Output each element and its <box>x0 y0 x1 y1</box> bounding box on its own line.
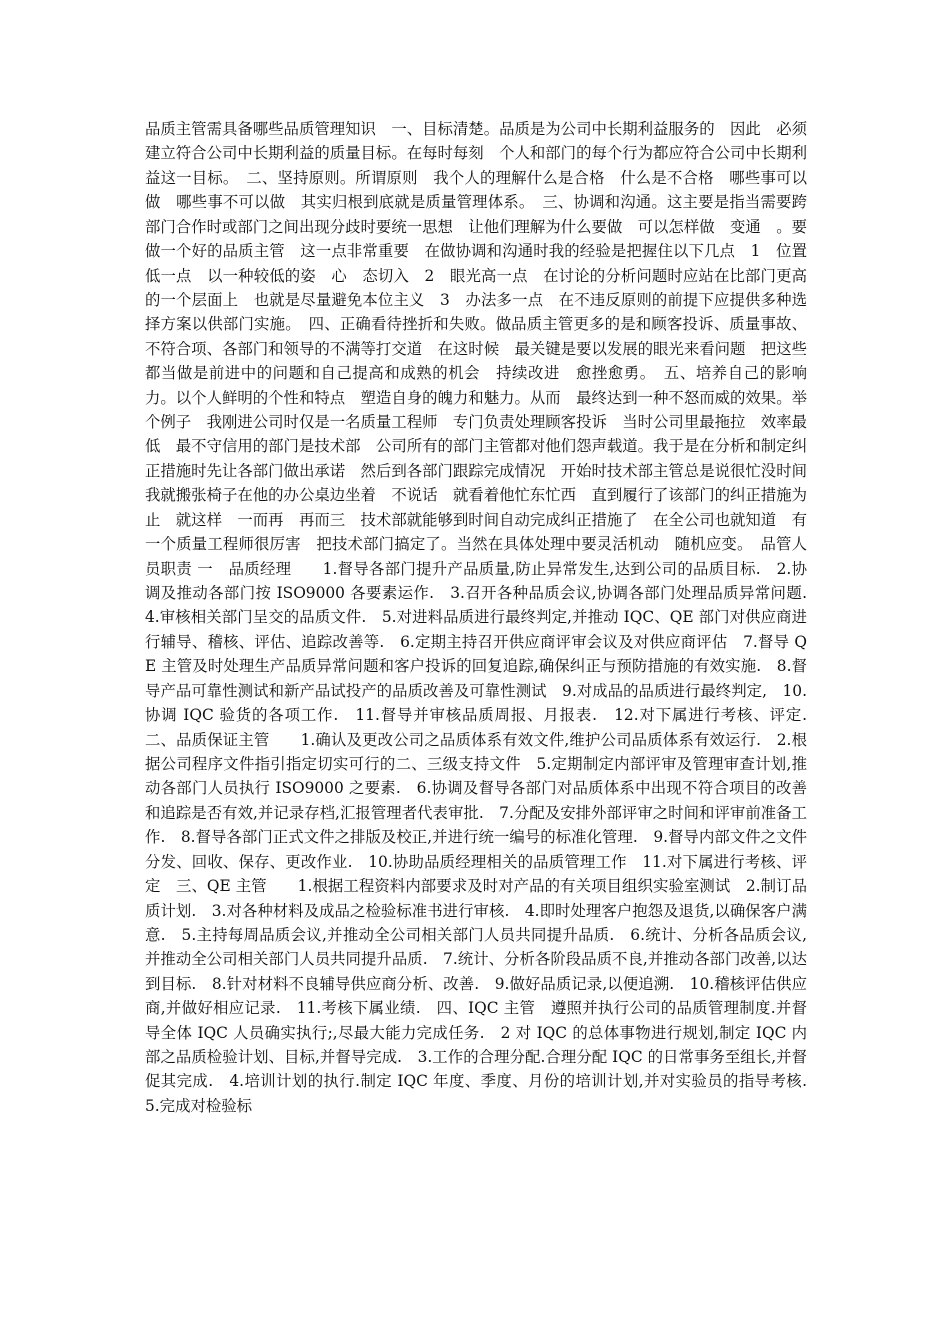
document-body-text: 品质主管需具备哪些品质管理知识 一、目标清楚。品质是为公司中长期利益服务的 因此 必须建立符合公司中长期利益的质量目标。在每时每刻 个人和部门的每个行为都应符合公司中长期利益这一目标。 二、坚持原则。所谓原则 我个人的理解什么是合格 什么是不合格 哪些事可以做 哪些事不可以做 其实归根到底就是质量管理体系。 三、协调和沟通。这主要是指当需要跨部门合作时或部门之间出现分歧时要统一思想 让他们理解为什么要做 可以怎样做 变通 。要做一个好的品质主管 这一点非常重要 在做协调和沟通时我的经验是把握住以下几点 1 位置低一点 以一种较低的姿 心 态切入 2 眼光高一点 在讨论的分析问题时应站在比部门更高的一个层面上 也就是尽量避免本位主义 3 办法多一点 在不违反原则的前提下应提供多种选择方案以供部门实施。 四、正确看待挫折和失败。做品质主管更多的是和顾客投诉、质量事故、不符合项、各部门和领导的不满等打交道 在这时候 最关键是要以发展的眼光来看问题 把这些都当做是前进中的问题和自己提高和成熟的机会 持续改进 愈挫愈勇。 五、培养自己的影响力。以个人鲜明的个性和特点 塑造自身的魄力和魅力。从而 最终达到一种不怒而威的效果。举个例子 我刚进公司时仅是一名质量工程师 专门负责处理顾客投诉 当时公司里最拖拉 效率最低 最不守信用的部门是技术部 公司所有的部门主管都对他们怨声载道。我于是在分析和制定纠正措施时先让各部门做出承诺 然后到各部门跟踪完成情况 开始时技术部主管总是说很忙没时间 我就搬张椅子在他的办公桌边坐着 不说话 就看着他忙东忙西 直到履行了该部门的纠正措施为止 就这样 一而再 再而三 技术部就能够到时间自动完成纠正措施了 在全公司也就知道 有一个质量工程师很厉害 把技术部门搞定了。当然在具体处理中要灵活机动 随机应变。 品管人员职责 一 品质经理 1.督导各部门提升产品质量,防止异常发生,达到公司的品质目标. 2.协调及推动各部门按 ISO9000 各要素运作. 3.召开各种品质会议,协调各部门处理品质异常问题. 4.审核相关部门呈交的品质文件. 5.对进料品质进行最终判定,并推动 IQC、QE 部门对供应商进行辅导、稽核、评估、追踪改善等. 6.定期主持召开供应商评审会议及对供应商评估 7.督导 QE 主管及时处理生产品质异常问题和客户投诉的回复追踪,确保纠正与预防措施的有效实施. 8.督导产品可靠性测试和新产品试投产的品质改善及可靠性测试 9.对成品的品质进行最终判定, 10.协调 IQC 验货的各项工作. 11.督导并审核品质周报、月报表. 12.对下属进行考核、评定. 二、品质保证主管 1.确认及更改公司之品质体系有效文件,维护公司品质体系有效运行. 2.根据公司程序文件指引指定切实可行的二、三级支持文件 5.定期制定内部评审及管理审查计划,推动各部门人员执行 ISO9000 之要素. 6.协调及督导各部门对品质体系中出现不符合项目的改善和追踪是否有效,并记录存档,汇报管理者代表审批. 7.分配及安排外部评审之时间和评审前准备工作. 8.督导各部门正式文件之排版及校正,并进行统一编号的标准化管理. 9.督导内部文件之文件分发、回收、保存、更改作业. 10.协助品质经理相关的品质管理工作 11.对下属进行考核、评定 三、QE 主管 1.根据工程资料内部要求及时对产品的有关项目组织实验室测试 2.制订品质计划. 3.对各种材料及成品之检验标准书进行审核. 4.即时处理客户抱怨及退货,以确保客户满意. 5.主持每周品质会议,并推动全公司相关部门人员共同提升品质. 6.统计、分析各品质会议,并推动全公司相关部门人员共同提升品质. 7.统计、分析各阶段品质不良,并推动各部门改善,以达到目标. 8.针对材料不良辅导供应商分析、改善. 9.做好品质记录,以便追溯. 10.稽核评估供应商,并做好相应记录. 11.考核下属业绩. 四、IQC 主管 遵照并执行公司的品质管理制度.并督导全体 IQC 人员确实执行;,尽最大能力完成任务. 2 对 IQC 的总体事物进行规划,制定 IQC 内部之品质检验计划、目标,并督导完成. 3.工作的合理分配.合理分配 IQC 的日常事务至组长,并督促其完成. 4.培训计划的执行.制定 IQC 年度、季度、月份的培训计划,并对实验员的指导考核. 5.完成对检验标 <box>145 120 823 1115</box>
